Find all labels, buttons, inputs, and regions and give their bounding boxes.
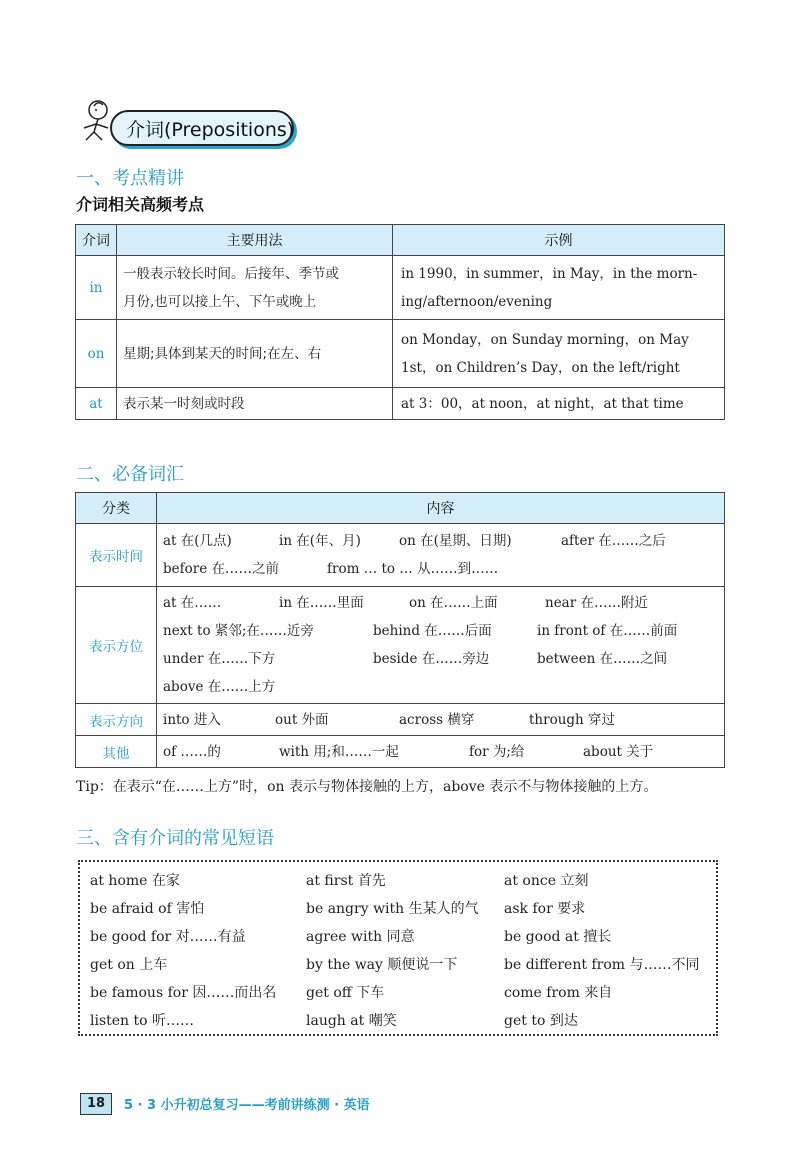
phrase-item: be good at 擅长 — [504, 929, 612, 945]
table-row — [76, 587, 725, 704]
page-number: 18 — [80, 1093, 112, 1115]
phrase-item: be good for 对……有益 — [90, 929, 246, 945]
category-cell: 表示时间 — [76, 524, 157, 587]
header-example: 示例 — [393, 225, 725, 256]
table-row — [76, 320, 725, 388]
header-prep: 介词 — [76, 225, 117, 256]
tip-note: Tip：在表示“在……上方”时，on 表示与物体接触的上方，above 表示不与物体接触的上方。 — [76, 779, 658, 795]
phrases-box — [78, 860, 718, 1036]
vocabulary-table — [75, 492, 725, 768]
example-cell: at 3：00，at noon，at night，at that time — [393, 388, 725, 420]
content-cell: into 进入 out 外面 across 横穿 through 穿过 — [157, 704, 725, 736]
table-row — [76, 256, 725, 320]
usage-cell: 表示某一时刻或时段 — [117, 388, 393, 420]
content-cell: at 在…… in 在……里面 on 在……上面 near 在……附近 next to 紧邻;在……近旁 behind 在……后面 in front of 在……前面 under 在……下方 beside 在……旁边 between 在……之间 above 在……上方 — [157, 587, 725, 704]
phrase-item: be different from 与……不同 — [504, 957, 700, 973]
section1-heading: 一、考点精讲 — [76, 168, 184, 189]
phrase-item: listen to 听…… — [90, 1013, 195, 1029]
category-cell: 其他 — [76, 736, 157, 768]
category-cell: 表示方位 — [76, 587, 157, 704]
phrase-item: get to 到达 — [504, 1013, 578, 1029]
phrase-item: be afraid of 害怕 — [90, 901, 205, 917]
usage-cell: 一般表示较长时间。后接年、季节或 月份,也可以接上午、下午或晚上 — [117, 256, 393, 320]
table-row — [76, 524, 725, 587]
example-cell: in 1990，in summer，in May，in the morn- ing/afternoon/evening — [393, 256, 725, 320]
phrase-item: come from 来自 — [504, 985, 613, 1001]
footer-title: 5 · 3 小升初总复习——考前讲练测 · 英语 — [124, 1098, 370, 1113]
category-cell: 表示方向 — [76, 704, 157, 736]
header-content: 内容 — [157, 493, 725, 524]
section3-heading: 三、含有介词的常见短语 — [76, 828, 274, 849]
phrase-item: at first 首先 — [306, 873, 386, 889]
header-usage: 主要用法 — [117, 225, 393, 256]
prepositions-table — [75, 224, 725, 420]
section1-subheading: 介词相关高频考点 — [76, 195, 205, 214]
phrase-item: by the way 顺便说一下 — [306, 957, 458, 973]
phrase-item: agree with 同意 — [306, 929, 415, 945]
table-row — [76, 388, 725, 420]
header-category: 分类 — [76, 493, 157, 524]
phrase-item: be famous for 因……而出名 — [90, 985, 277, 1001]
content-cell: of ……的 with 用;和……一起 for 为;给 about 关于 — [157, 736, 725, 768]
prep-cell: at — [76, 388, 117, 420]
section2-heading: 二、必备词汇 — [76, 464, 184, 485]
table-row — [76, 736, 725, 768]
phrase-item: at home 在家 — [90, 873, 180, 889]
phrase-item: at once 立刻 — [504, 873, 589, 889]
prep-cell: on — [76, 320, 117, 388]
phrase-item: ask for 要求 — [504, 901, 586, 917]
example-cell: on Monday，on Sunday morning，on May 1st，on Children’s Day，on the left/right — [393, 320, 725, 388]
usage-cell: 星期;具体到某天的时间;在左、右 — [117, 320, 393, 388]
title-banner — [110, 110, 294, 146]
phrase-item: laugh at 嘲笑 — [306, 1013, 397, 1029]
page-title: 介词(Prepositions) — [126, 119, 295, 141]
phrase-item: get on 上车 — [90, 957, 168, 973]
prep-cell: in — [76, 256, 117, 320]
phrase-item: be angry with 生某人的气 — [306, 901, 479, 917]
phrase-item: get off 下车 — [306, 985, 385, 1001]
table-row — [76, 704, 725, 736]
content-cell: at 在(几点) in 在(年、月) on 在(星期、日期) after 在……之后 before 在……之前 from … to … 从……到…… — [157, 524, 725, 587]
